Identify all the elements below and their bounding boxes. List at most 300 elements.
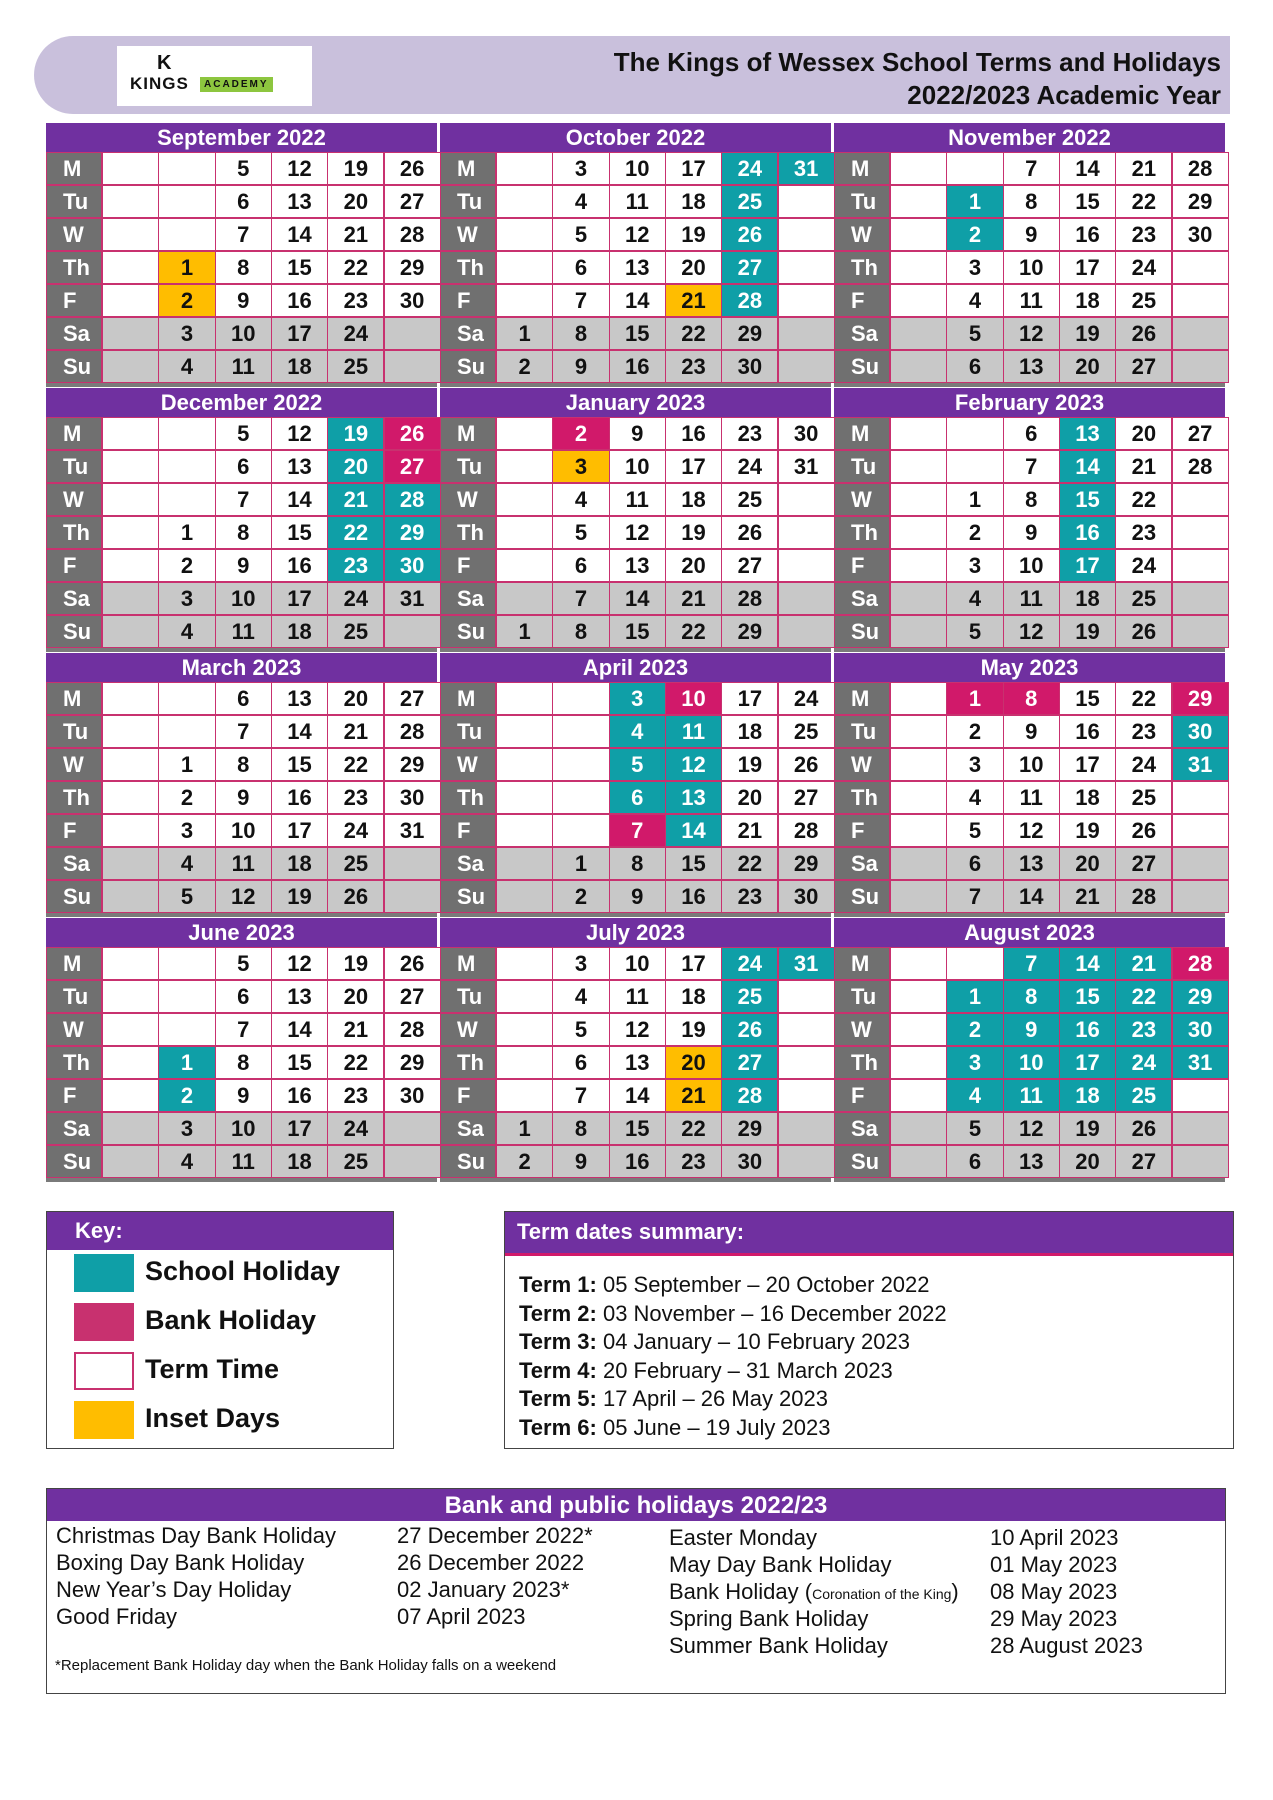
month-title: August 2023 [834,918,1225,947]
date-cell: 28 [721,1079,778,1112]
date-cell [496,483,553,516]
date-cell: 10 [1003,1046,1060,1079]
date-cell: 24 [1115,748,1172,781]
date-cell: 24 [1115,251,1172,284]
date-cell [890,947,947,980]
day-label: Su [46,350,102,383]
date-cell: 19 [1059,317,1116,350]
date-cell: 8 [552,615,609,648]
month-may-2023 [834,653,1225,917]
date-cell: 17 [665,947,722,980]
day-label: Su [834,880,890,913]
date-cell: 8 [1003,980,1060,1013]
day-label: F [46,284,102,317]
date-cell [102,847,159,880]
date-cell: 24 [1115,1046,1172,1079]
date-cell: 12 [609,1013,666,1046]
date-cell: 6 [215,980,272,1013]
day-label: M [834,682,890,715]
key-label: School Holiday [145,1256,341,1286]
date-cell [890,152,947,185]
bank-holidays-box [46,1488,1226,1694]
date-cell: 20 [665,549,722,582]
bank-holiday-name-part: Bank Holiday ( [669,1579,813,1604]
bank-holiday-name [669,1579,959,1605]
date-cell [1172,582,1229,615]
date-cell: 8 [609,847,666,880]
date-cell: 18 [1059,781,1116,814]
bank-holiday-date: 26 December 2022 [397,1550,585,1575]
day-label: Th [46,516,102,549]
day-label: F [440,1079,496,1112]
date-cell: 4 [158,615,215,648]
date-cell: 27 [1172,417,1229,450]
date-cell: 29 [1172,185,1229,218]
title-line-1: The Kings of Wessex School Terms and Holidays [613,47,1221,77]
date-cell: 5 [552,516,609,549]
day-label: Th [834,516,890,549]
bank-holiday-name: Easter Monday [669,1525,817,1550]
date-cell [102,1112,159,1145]
date-cell: 4 [946,284,1003,317]
date-cell: 3 [946,1046,1003,1079]
date-cell: 9 [1003,516,1060,549]
date-cell: 7 [215,218,272,251]
term-line [519,1386,828,1412]
date-cell: 27 [1115,847,1172,880]
date-cell: 6 [552,251,609,284]
date-cell [496,880,553,913]
date-cell: 12 [665,748,722,781]
date-cell: 18 [665,185,722,218]
date-cell: 14 [271,218,328,251]
date-cell: 20 [665,1046,722,1079]
date-cell: 2 [946,1013,1003,1046]
date-cell: 19 [665,516,722,549]
date-cell: 10 [1003,251,1060,284]
date-cell: 25 [1115,1079,1172,1112]
date-cell [384,1112,441,1145]
date-cell [496,947,553,980]
term-dates: 05 September – 20 October 2022 [596,1272,930,1297]
date-cell: 19 [327,417,384,450]
date-cell [384,615,441,648]
date-cell: 19 [1059,814,1116,847]
date-cell: 21 [327,1013,384,1046]
date-cell [496,450,553,483]
term-dates: 20 February – 31 March 2023 [596,1357,893,1383]
date-cell: 8 [215,1046,272,1079]
date-cell: 15 [1059,185,1116,218]
date-cell: 25 [1115,781,1172,814]
date-cell: 24 [721,450,778,483]
month-title: January 2023 [440,388,831,417]
logo-academy: ACADEMY [200,77,273,92]
date-cell: 21 [1059,880,1116,913]
date-cell [496,814,553,847]
day-label: M [46,152,102,185]
date-cell: 7 [946,880,1003,913]
date-cell [102,781,159,814]
date-cell: 9 [1003,715,1060,748]
day-label: Sa [440,1112,496,1145]
date-cell: 30 [1172,218,1229,251]
date-cell: 11 [215,1145,272,1178]
date-cell: 26 [721,516,778,549]
date-cell: 26 [384,947,441,980]
day-label: Th [440,1046,496,1079]
date-cell: 14 [665,814,722,847]
date-cell: 24 [327,317,384,350]
date-cell: 15 [609,1112,666,1145]
date-cell: 21 [327,715,384,748]
day-label: Su [440,1145,496,1178]
date-cell: 17 [271,317,328,350]
date-cell [890,682,947,715]
date-cell: 26 [384,417,441,450]
date-cell: 28 [778,814,835,847]
date-cell: 7 [552,284,609,317]
date-cell: 16 [665,880,722,913]
date-cell: 28 [384,483,441,516]
date-cell: 26 [384,152,441,185]
date-cell [778,980,835,1013]
day-label: F [834,814,890,847]
month-december-2022 [46,388,437,652]
date-cell [384,317,441,350]
date-cell [946,417,1003,450]
term-line [519,1272,930,1298]
month-title: March 2023 [46,653,437,682]
day-label: F [440,814,496,847]
date-cell: 21 [1115,947,1172,980]
date-cell [778,218,835,251]
date-cell [890,748,947,781]
date-cell: 7 [1003,947,1060,980]
date-cell: 12 [1003,814,1060,847]
date-cell: 31 [384,582,441,615]
date-cell: 2 [158,1079,215,1112]
term-label: Term 6: [519,1414,597,1440]
date-cell: 1 [552,847,609,880]
date-cell: 27 [1115,350,1172,383]
date-cell: 15 [271,1046,328,1079]
date-cell: 11 [215,847,272,880]
date-cell [1172,814,1229,847]
date-cell: 5 [215,152,272,185]
day-label: Th [834,781,890,814]
date-cell: 22 [327,516,384,549]
page-title [614,46,1221,112]
date-cell: 16 [609,350,666,383]
date-cell: 11 [1003,284,1060,317]
date-cell: 6 [552,549,609,582]
date-cell: 18 [271,350,328,383]
date-cell: 25 [721,185,778,218]
date-cell: 22 [327,1046,384,1079]
month-title: April 2023 [440,653,831,682]
date-cell [102,516,159,549]
day-label: Su [834,350,890,383]
month-march-2023 [46,653,437,917]
date-cell [1172,880,1229,913]
date-cell: 1 [158,1046,215,1079]
date-cell [102,947,159,980]
date-cell: 14 [1059,947,1116,980]
date-cell [158,450,215,483]
date-cell: 19 [1059,1112,1116,1145]
date-cell [890,582,947,615]
date-cell [384,880,441,913]
date-cell: 12 [1003,615,1060,648]
date-cell: 17 [1059,748,1116,781]
day-label: Th [46,251,102,284]
date-cell [496,682,553,715]
date-cell: 24 [721,152,778,185]
day-label: W [46,748,102,781]
day-label: Sa [834,1112,890,1145]
month-title: September 2022 [46,123,437,152]
date-cell [496,284,553,317]
date-cell: 23 [1115,1013,1172,1046]
date-cell: 22 [721,847,778,880]
date-cell: 24 [327,582,384,615]
date-cell: 18 [271,615,328,648]
date-cell: 21 [327,218,384,251]
bank-holiday-date: 10 April 2023 [990,1525,1119,1550]
date-cell: 24 [1115,549,1172,582]
date-cell [890,781,947,814]
date-cell: 29 [1172,980,1229,1013]
date-cell: 27 [384,450,441,483]
date-cell [890,417,947,450]
date-cell [496,218,553,251]
date-cell [1172,781,1229,814]
date-cell [158,152,215,185]
date-cell: 25 [327,847,384,880]
date-cell: 11 [1003,781,1060,814]
date-cell [102,185,159,218]
date-cell: 15 [609,615,666,648]
key-swatch-school-holiday [74,1254,134,1292]
key-swatch-inset-days [74,1401,134,1439]
date-cell: 23 [721,417,778,450]
date-cell [158,715,215,748]
date-cell: 11 [1003,1079,1060,1112]
date-cell: 21 [1115,450,1172,483]
key-swatch-bank-holiday [74,1303,134,1341]
date-cell: 23 [665,350,722,383]
date-cell: 15 [609,317,666,350]
date-cell: 26 [778,748,835,781]
date-cell: 12 [1003,317,1060,350]
date-cell: 14 [1059,152,1116,185]
date-cell: 22 [665,317,722,350]
day-label: Su [834,1145,890,1178]
date-cell: 29 [721,1112,778,1145]
date-cell: 18 [1059,284,1116,317]
date-cell: 6 [609,781,666,814]
date-cell [552,814,609,847]
day-label: W [440,218,496,251]
date-cell: 31 [1172,748,1229,781]
day-label: Sa [46,1112,102,1145]
date-cell: 18 [1059,582,1116,615]
date-cell: 29 [721,615,778,648]
date-cell [890,1013,947,1046]
day-label: Sa [46,582,102,615]
date-cell: 9 [1003,218,1060,251]
date-cell: 12 [215,880,272,913]
day-label: W [834,1013,890,1046]
date-cell: 24 [721,947,778,980]
date-cell: 19 [665,218,722,251]
date-cell: 2 [552,880,609,913]
date-cell: 5 [946,615,1003,648]
day-label: Su [440,615,496,648]
date-cell: 10 [609,947,666,980]
date-cell: 6 [946,350,1003,383]
kings-academy-logo [117,46,312,106]
date-cell: 23 [327,781,384,814]
date-cell: 22 [1115,483,1172,516]
date-cell: 20 [327,185,384,218]
date-cell: 1 [158,748,215,781]
date-cell [496,185,553,218]
date-cell: 19 [327,152,384,185]
date-cell: 4 [946,1079,1003,1112]
day-label: W [834,218,890,251]
date-cell: 22 [1115,980,1172,1013]
day-label: M [440,152,496,185]
date-cell: 29 [384,516,441,549]
date-cell: 26 [1115,1112,1172,1145]
date-cell: 26 [1115,814,1172,847]
day-label: F [440,284,496,317]
date-cell [890,450,947,483]
date-cell [778,1013,835,1046]
date-cell: 21 [721,814,778,847]
term-dates: 03 November – 16 December 2022 [596,1300,947,1326]
bank-holiday-date: 01 May 2023 [990,1552,1118,1577]
date-cell: 24 [327,814,384,847]
date-cell: 2 [158,284,215,317]
month-title: February 2023 [834,388,1225,417]
date-cell: 10 [1003,748,1060,781]
date-cell: 14 [609,284,666,317]
bank-holiday-date: 27 December 2022* [397,1523,593,1548]
day-label: Su [46,1145,102,1178]
date-cell: 28 [384,1013,441,1046]
day-label: Sa [440,317,496,350]
day-label: Tu [834,185,890,218]
date-cell: 1 [496,317,553,350]
date-cell: 8 [215,516,272,549]
date-cell: 27 [1115,1145,1172,1178]
date-cell: 15 [665,847,722,880]
term-label: Term 2: [519,1300,597,1326]
date-cell [102,582,159,615]
month-title: October 2022 [440,123,831,152]
date-cell: 19 [327,947,384,980]
key-label: Inset Days [145,1403,281,1433]
date-cell: 16 [271,1079,328,1112]
day-label: Th [834,1046,890,1079]
date-cell: 19 [721,748,778,781]
day-label: M [46,417,102,450]
day-label: Sa [440,847,496,880]
date-cell [778,1046,835,1079]
date-cell [778,582,835,615]
date-cell [890,251,947,284]
day-label: M [834,152,890,185]
date-cell [1172,350,1229,383]
day-label: Su [46,880,102,913]
month-january-2023 [440,388,831,652]
date-cell [102,880,159,913]
date-cell [384,350,441,383]
month-august-2023 [834,918,1225,1182]
month-april-2023 [440,653,831,917]
date-cell: 23 [721,880,778,913]
date-cell: 15 [271,251,328,284]
date-cell [102,549,159,582]
date-cell: 30 [778,417,835,450]
day-label: W [440,748,496,781]
date-cell: 2 [496,1145,553,1178]
date-cell: 14 [271,1013,328,1046]
date-cell [778,350,835,383]
date-cell: 30 [721,1145,778,1178]
term-dates: 17 April – 26 May 2023 [596,1386,828,1411]
date-cell: 16 [1059,715,1116,748]
date-cell: 10 [1003,549,1060,582]
date-cell: 29 [1172,682,1229,715]
month-title: June 2023 [46,918,437,947]
day-label: W [834,483,890,516]
date-cell: 10 [215,1112,272,1145]
date-cell: 2 [946,516,1003,549]
date-cell: 4 [946,582,1003,615]
term-label: Term 1: [519,1272,597,1297]
date-cell: 13 [665,781,722,814]
date-cell: 15 [1059,483,1116,516]
date-cell: 30 [1172,1013,1229,1046]
date-cell: 18 [271,847,328,880]
date-cell: 11 [609,483,666,516]
date-cell [102,152,159,185]
date-cell [946,152,1003,185]
date-cell: 18 [721,715,778,748]
date-cell: 16 [665,417,722,450]
date-cell: 12 [271,947,328,980]
date-cell [158,185,215,218]
date-cell: 15 [271,516,328,549]
date-cell: 4 [946,781,1003,814]
date-cell: 27 [721,251,778,284]
date-cell: 10 [609,152,666,185]
date-cell: 3 [552,450,609,483]
day-label: Sa [834,847,890,880]
date-cell: 18 [665,483,722,516]
date-cell: 4 [158,350,215,383]
key-label: Term Time [145,1354,280,1384]
date-cell: 5 [552,1013,609,1046]
date-cell: 30 [721,350,778,383]
date-cell [778,615,835,648]
day-label: F [46,549,102,582]
day-label: Tu [834,450,890,483]
